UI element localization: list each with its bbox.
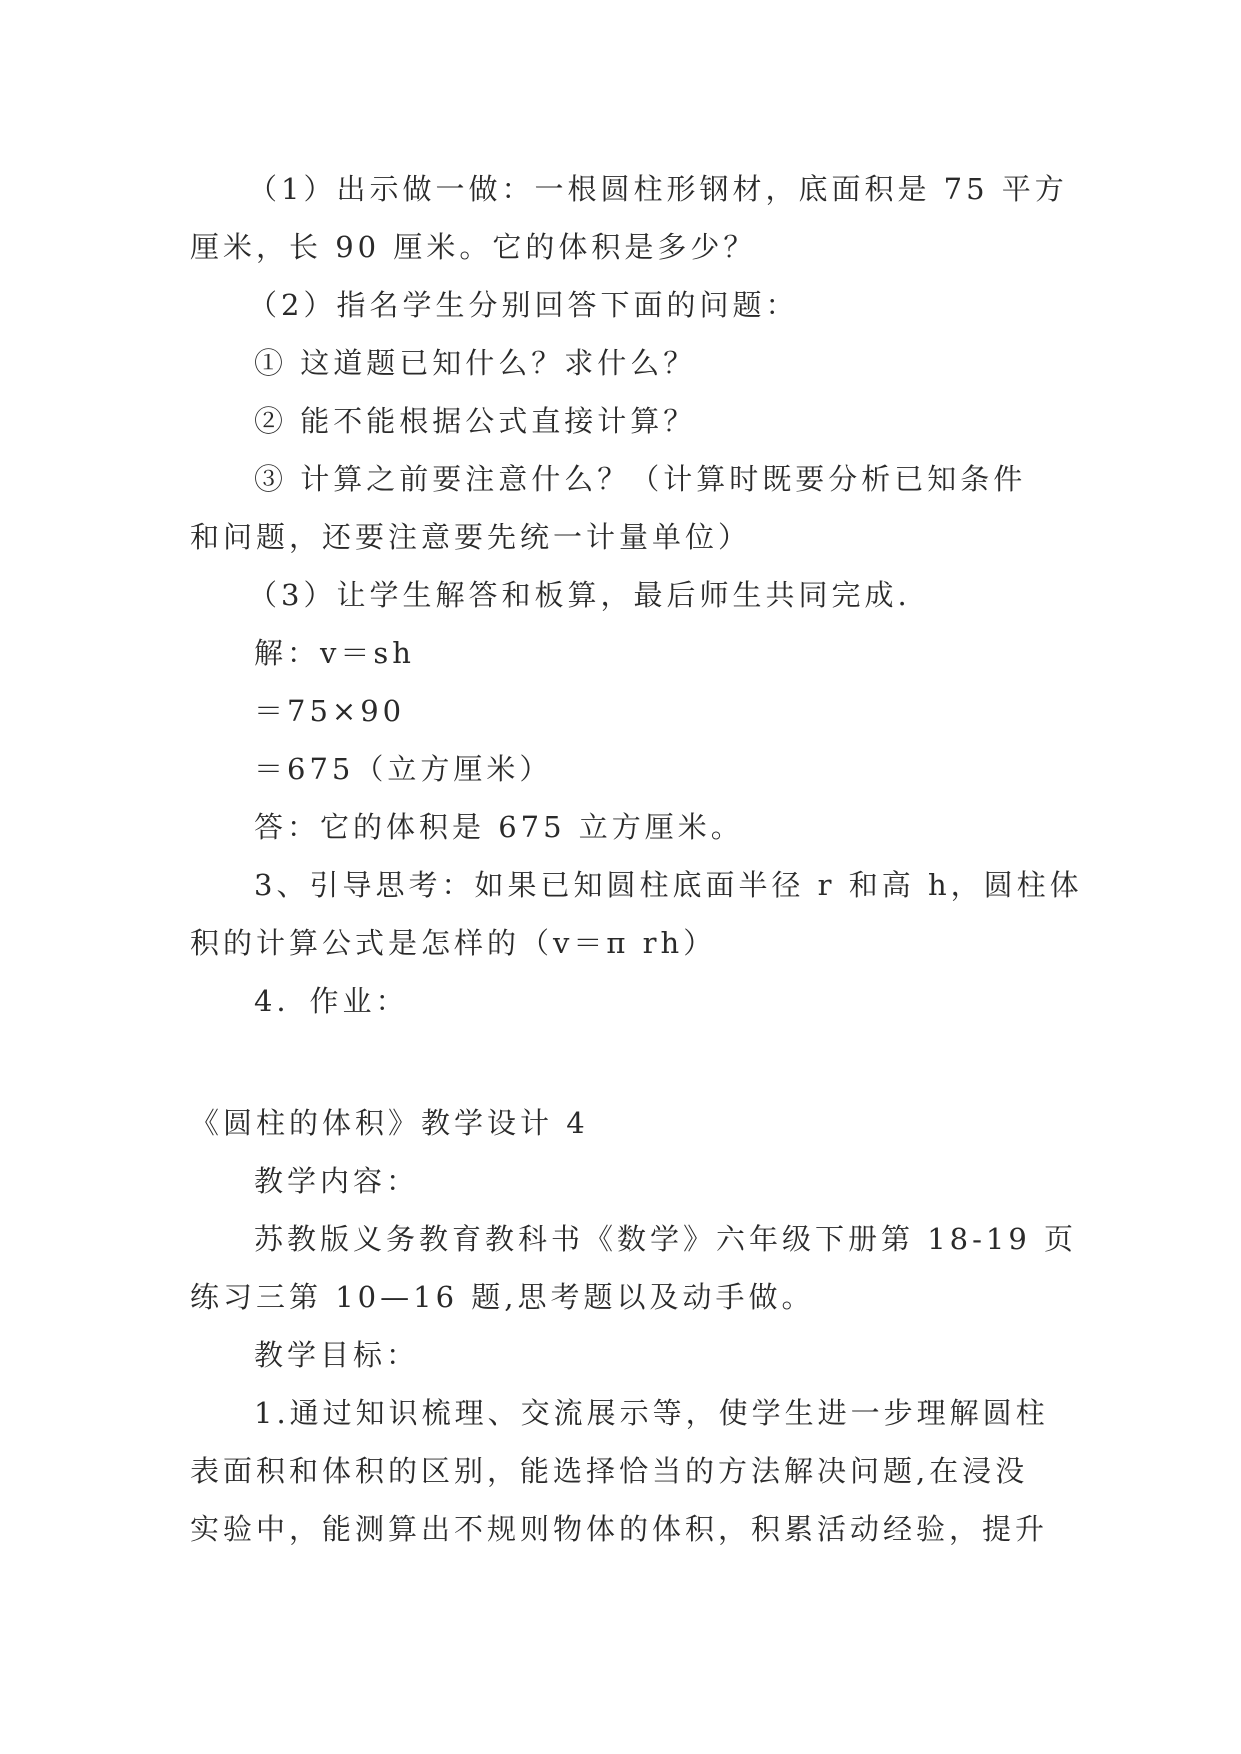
list-item-line: ③ 计算之前要注意什么？（计算时既要分析已知条件 (254, 462, 1027, 496)
paragraph-line: 厘米，长 90 厘米。它的体积是多少？ (190, 230, 757, 264)
document-page (190, 160, 1083, 1558)
list-item-line: ① 这道题已知什么？求什么？ (254, 346, 697, 380)
answer-line: 答：它的体积是 675 立方厘米。 (254, 810, 744, 844)
section-title: 《圆柱的体积》教学设计 4 (190, 1106, 589, 1140)
solution-line: ＝75×90 (254, 694, 406, 728)
paragraph-line: 4．作业： (254, 984, 409, 1018)
paragraph-line: 1.通过知识梳理、交流展示等，使学生进一步理解圆柱 (254, 1396, 1049, 1430)
paragraph-line: （1）出示做一做：一根圆柱形钢材，底面积是 75 平方 (248, 172, 1068, 206)
paragraph-line: 积的计算公式是怎样的（v＝π rh） (190, 926, 717, 960)
paragraph-line: 3、引导思考：如果已知圆柱底面半径 r 和高 h，圆柱体 (254, 868, 1083, 902)
solution-line: ＝675（立方厘米） (254, 752, 553, 786)
solution-line: 解：v＝sh (254, 636, 415, 670)
paragraph-line: （3）让学生解答和板算，最后师生共同完成. (248, 578, 911, 612)
heading-line: 教学内容： (254, 1164, 420, 1198)
paragraph-line: （2）指名学生分别回答下面的问题： (248, 288, 799, 322)
paragraph-line: 练习三第 10—16 题,思考题以及动手做。 (190, 1280, 815, 1314)
section-gap (190, 1030, 1060, 1094)
paragraph-line: 表面积和体积的区别，能选择恰当的方法解决问题,在浸没 (190, 1454, 1029, 1488)
list-item-line: ② 能不能根据公式直接计算？ (254, 404, 697, 438)
paragraph-line: 实验中，能测算出不规则物体的体积，积累活动经验，提升 (190, 1512, 1049, 1546)
paragraph-line: 和问题，还要注意要先统一计量单位） (190, 520, 752, 554)
paragraph-line: 苏教版义务教育教科书《数学》六年级下册第 18-19 页 (254, 1222, 1078, 1256)
heading-line: 教学目标： (254, 1338, 420, 1372)
